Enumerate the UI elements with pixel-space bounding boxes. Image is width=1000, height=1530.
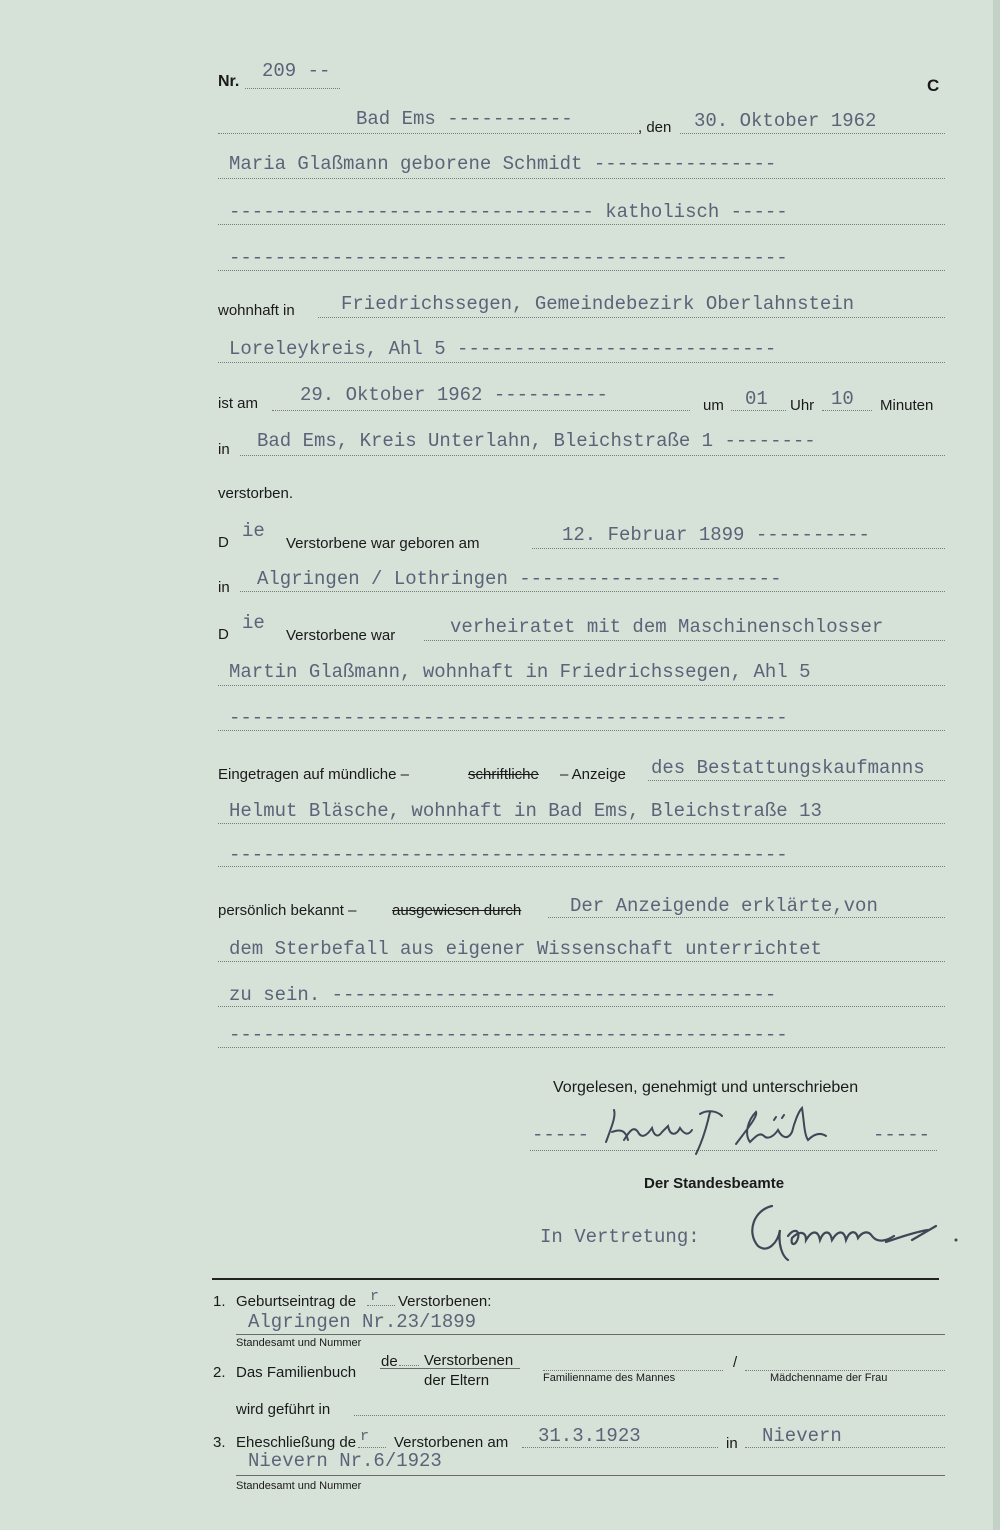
birth-place-line [240,591,945,592]
report-anzeige-label: – Anzeige [560,766,626,783]
identity-line-3 [218,1006,945,1007]
marital-status: verheiratet mit dem Maschinenschlosser [450,616,884,638]
minuten-label: Minuten [880,397,934,414]
note-1-number: 1. [213,1293,226,1310]
marital-filler: ------------------------------------------------- [229,707,788,729]
registry-place: Bad Ems ----------- [356,108,573,130]
spouse-info: Martin Glaßmann, wohnhaft in Friedrichssegen, Ahl 5 [229,661,811,683]
identity-line-1-text: Der Anzeigende erklärte,von [570,895,878,917]
person-line-2 [218,224,945,225]
birth-d-label: D [218,534,229,551]
official-signature [738,1196,963,1266]
note-3-number: 3. [213,1434,226,1451]
husband-name-line [543,1370,723,1371]
birth-register-entry: Algringen Nr.23/1899 [248,1311,477,1333]
record-number-value: 209 -- [262,60,331,82]
identity-line-1 [548,917,945,918]
informant-info: Helmut Bläsche, wohnhaft in Bad Ems, Bleichstraße 13 [229,800,822,822]
deceased-religion: -------------------------------- katholisch ----- [229,201,788,223]
deceased-name: Maria Glaßmann geborene Schmidt ---------------- [229,153,777,175]
approval-text: Vorgelesen, genehmigt und unterschrieben [553,1079,859,1096]
note-1-suffix-line [367,1305,395,1306]
marriage-place-line [745,1447,945,1448]
uhr-label: Uhr [790,397,815,414]
marriage-date: 31.3.1923 [538,1425,641,1447]
minutes-line [822,410,872,411]
um-label: um [703,397,724,414]
note-3-label-b: Verstorbenen am [394,1434,509,1451]
note-2-frac-bottom: der Eltern [424,1372,490,1389]
marriage-place: Nievern [762,1425,842,1447]
identity-line-2-text: dem Sterbefall aus eigener Wissenschaft unterrichtet [229,938,822,960]
note-2-caption-wife: Mädchenname der Frau [770,1372,888,1384]
note-2-kept-label: wird geführt in [236,1401,331,1418]
marriage-date-line [522,1447,718,1448]
marital-label: Verstorbene war [286,627,396,644]
death-place-label: in [218,441,230,458]
informant-signature [598,1102,868,1160]
identity-struck: ausgewiesen durch [392,902,522,919]
note-2-frac-dots [399,1365,419,1366]
residence-line-1 [318,317,945,318]
note-3-label: Eheschließung de [236,1434,357,1451]
birth-place-label: in [218,579,230,596]
note-2-frac-top-a: de [381,1353,398,1370]
identity-label: persönlich bekannt – [218,902,357,919]
report-filler: ------------------------------------------------- [229,844,788,866]
person-line-3 [218,270,945,271]
note-3-suffix: r [360,1428,370,1445]
identity-line-4-text: ------------------------------------------------- [229,1024,788,1046]
registry-date: 30. Oktober 1962 [694,110,877,132]
note-1-value-line [236,1334,945,1335]
birth-date-line [532,548,945,549]
note-1-caption: Standesamt und Nummer [236,1337,362,1349]
page-edge [993,0,1000,1530]
birth-date: 12. Februar 1899 ---------- [562,524,870,546]
note-2-number: 2. [213,1364,226,1381]
identity-line-4 [218,1047,945,1048]
report-line-3 [218,866,945,867]
deputy-label: In Vertretung: [540,1226,700,1248]
hour-line [731,410,786,411]
verstorben-label: verstorben. [218,485,294,502]
note-2-caption-husband: Familienname des Mannes [543,1372,676,1384]
report-label: Eingetragen auf mündliche – [218,766,409,783]
signature-dashes-right: ----- [873,1124,931,1146]
form-letter: C [927,76,940,95]
note-2-slash: / [733,1354,738,1371]
person-line-1 [218,178,945,179]
note-1-suffix: r [370,1288,380,1305]
birth-label: Verstorbene war geboren am [286,535,480,552]
record-number-label: Nr. [218,73,240,90]
birth-article-suffix: ie [242,520,265,542]
death-place-line [240,455,945,456]
identity-line-2 [218,961,945,962]
report-line-2 [218,823,945,824]
birth-place: Algringen / Lothringen ----------------------- [257,568,782,590]
report-line-1 [648,780,945,781]
marital-line-2 [218,685,945,686]
informant-role: des Bestattungskaufmanns [651,757,925,779]
death-hour: 01 [745,388,768,410]
note-1-label-b: Verstorbenen: [398,1293,492,1310]
family-book-line [354,1415,945,1416]
residence-line-2-text: Loreleykreis, Ahl 5 ---------------------------- [229,338,777,360]
date-line [680,133,945,134]
residence-line-1-text: Friedrichssegen, Gemeindebezirk Oberlahnstein [341,293,855,315]
residence-label: wohnhaft in [218,302,295,319]
person-filler: ------------------------------------------------- [229,247,788,269]
signature-dashes-left: ----- [532,1124,590,1146]
note-2-fraction-bar [380,1368,520,1369]
death-minutes: 10 [831,388,854,410]
record-number-line [245,88,340,89]
death-date-label: ist am [218,395,259,412]
section-divider [212,1278,939,1280]
note-3-in-label: in [726,1435,738,1452]
identity-line-3-text: zu sein. --------------------------------------- [229,984,777,1006]
official-title: Der Standesbeamte [644,1175,785,1192]
marital-line-3 [218,730,945,731]
death-date: 29. Oktober 1962 ---------- [300,384,608,406]
note-3-value-line [236,1475,945,1476]
marriage-register-entry: Nievern Nr.6/1923 [248,1450,442,1472]
note-3-suffix-line [358,1447,386,1448]
note-1-label: Geburtseintrag de [236,1293,357,1310]
report-struck-written: schriftliche [468,766,539,783]
marital-line-1 [424,640,945,641]
death-date-line [272,410,690,411]
place-line [218,133,640,134]
residence-line-2 [218,362,945,363]
note-3-caption: Standesamt und Nummer [236,1480,362,1492]
marital-d-label: D [218,626,229,643]
note-2-label: Das Familienbuch [236,1364,357,1381]
note-2-frac-top-b: Verstorbenen [424,1352,514,1369]
death-place: Bad Ems, Kreis Unterlahn, Bleichstraße 1 -------- [257,430,816,452]
wife-name-line [745,1370,945,1371]
marital-article-suffix: ie [242,612,265,634]
den-label: , den [638,119,672,136]
